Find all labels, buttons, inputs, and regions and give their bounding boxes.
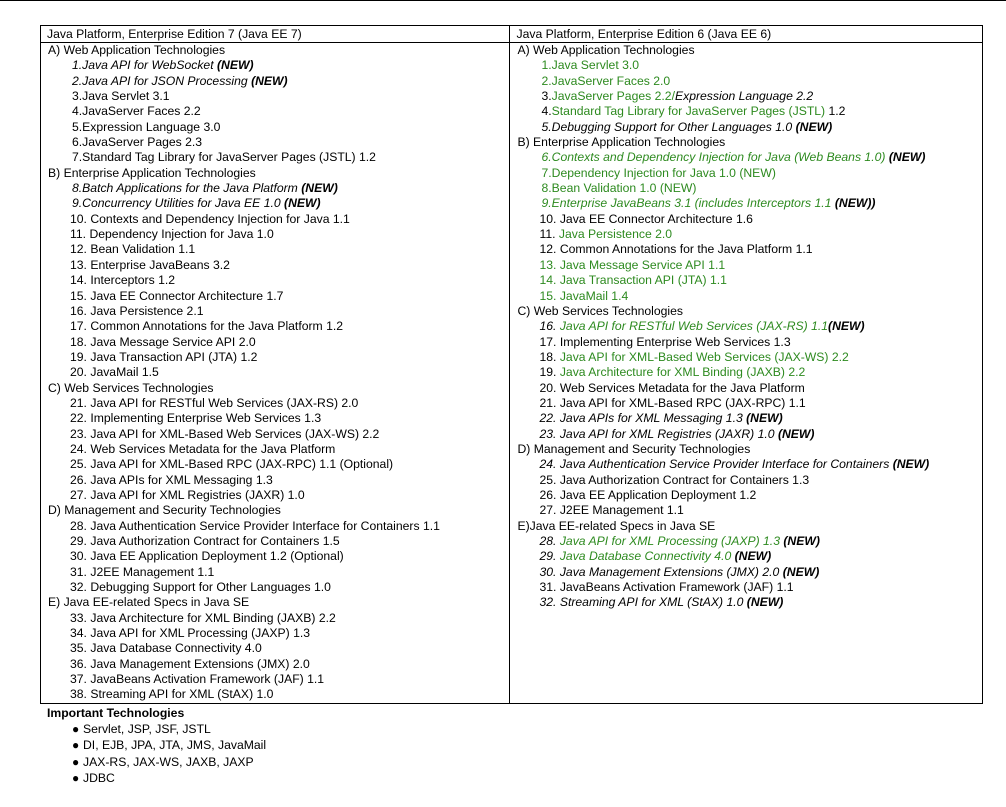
ee7-section-e: E) Java EE-related Specs in Java SE (48, 595, 250, 610)
ee6-item-2: 2.JavaServer Faces 2.0 (541, 73, 671, 88)
ee6-item-15: 15. JavaMail 1.4 (539, 288, 629, 303)
ee7-item-29: 29. Java Authorization Contract for Containers 1.5 (70, 534, 340, 548)
list-item: ● JAX-RS, JAX-WS, JAXB, JAXP (72, 754, 254, 769)
ee6-item-25: 25. Java Authorization Contract for Containers 1.3 (539, 472, 810, 487)
ee7-item-8: 8.Batch Applications for the Java Platform (NEW) (72, 181, 338, 196)
ee7-item-3: 3.Java Servlet 3.1 (72, 89, 170, 104)
new-badge: (NEW) (795, 119, 833, 134)
ee6-item-30: 30. Java Management Extensions (JMX) 2.0 (NEW) (539, 564, 820, 579)
bullet-icon: ● (72, 754, 80, 769)
ee7-item-38: 38. Streaming API for XML (StAX) 1.0 (70, 687, 274, 702)
ee7-item-14: 14. Interceptors 1.2 (70, 273, 176, 288)
ee7-item-12: 12. Bean Validation 1.1 (70, 242, 196, 257)
ee6-item-24: 24. Java Authentication Service Provider Interface for Containers (NEW) (539, 457, 930, 472)
new-badge: (NEW) (828, 319, 865, 334)
important-technologies-list (47, 721, 447, 787)
ee6-section-b: B) Enterprise Application Technologies (517, 135, 726, 150)
ee6-item-27: 27. J2EE Management 1.1 (539, 503, 684, 518)
new-badge: (NEW) (301, 181, 338, 196)
ee7-item-23: 23. Java API for XML-Based Web Services (JAX-WS) 2.2 (70, 426, 380, 441)
new-badge: (NEW) (892, 457, 930, 472)
new-badge: (NEW) (284, 196, 321, 211)
ee7-item-36: 36. Java Management Extensions (JMX) 2.0 (70, 656, 310, 671)
ee6-item-16: 16. Java API for RESTful Web Services (JAX-RS) 1.1(NEW) (539, 319, 865, 334)
ee6-section-e: E)Java EE-related Specs in Java SE (517, 518, 716, 533)
ee7-header: Java Platform, Enterprise Edition 7 (Java EE 7) (41, 26, 510, 43)
ee6-column (510, 43, 983, 704)
ee7-item-19: 19. Java Transaction API (JTA) 1.2 (70, 349, 258, 364)
ee7-section-c: C) Web Services Technologies (48, 380, 214, 395)
ee7-item-20: 20. JavaMail 1.5 (70, 365, 159, 380)
ee7-item-16: 16. Java Persistence 2.1 (70, 303, 204, 318)
ee6-item-4: 4.Standard Tag Library for JavaServer Pages (JSTL) 1.2 (541, 104, 846, 119)
ee6-item-6: 6.Contexts and Dependency Injection for Java (Web Beans 1.0) (NEW) (541, 150, 926, 165)
new-badge: (NEW) (888, 150, 926, 165)
ee7-item-4: 4.JavaServer Faces 2.2 (72, 104, 201, 119)
ee7-section-a: A) Web Application Technologies (48, 43, 226, 57)
important-technologies-title: Important Technologies (47, 706, 185, 720)
ee7-section-d: D) Management and Security Technologies (48, 503, 281, 518)
ee7-item-18: 18. Java Message Service API 2.0 (70, 334, 256, 349)
ee6-item-8: 8.Bean Validation 1.0 (NEW) (541, 181, 697, 196)
ee7-item-37: 37. JavaBeans Activation Framework (JAF) 1.1 (70, 672, 325, 687)
ee7-item-28: 28. Java Authentication Service Provider Interface for Containers 1.1 (70, 518, 440, 533)
new-badge: (NEW) (746, 411, 783, 426)
ee7-item-6: 6.JavaServer Pages 2.3 (72, 135, 203, 150)
ee6-item-21: 21. Java API for XML-Based RPC (JAX-RPC) 1.1 (539, 395, 806, 410)
ee6-item-17: 17. Implementing Enterprise Web Services 1.3 (539, 334, 791, 349)
ee7-item-24: 24. Web Services Metadata for the Java Platform (70, 441, 336, 456)
ee7-item-35: 35. Java Database Connectivity 4.0 (70, 641, 262, 656)
ee6-item-10: 10. Java EE Connector Architecture 1.6 (539, 211, 753, 226)
ee6-item-20: 20. Web Services Metadata for the Java Platform (539, 380, 805, 395)
ee7-item-25: 25. Java API for XML-Based RPC (JAX-RPC) 1.1 (Optional) (70, 457, 394, 472)
ee7-item-9: 9.Concurrency Utilities for Java EE 1.0 (NEW) (72, 196, 321, 211)
ee7-section-b: B) Enterprise Application Technologies (48, 165, 256, 180)
new-badge: (NEW) (251, 73, 288, 88)
ee6-section-a: A) Web Application Technologies (517, 43, 695, 57)
important-technologies (47, 705, 447, 787)
ee6-section-d: D) Management and Security Technologies (517, 441, 751, 456)
ee6-item-19: 19. Java Architecture for XML Binding (JAXB) 2.2 (539, 365, 806, 380)
ee6-item-13: 13. Java Message Service API 1.1 (539, 257, 726, 272)
ee7-item-11: 11. Dependency Injection for Java 1.0 (70, 227, 274, 242)
ee7-column (41, 43, 510, 704)
ee7-item-34: 34. Java API for XML Processing (JAXP) 1.3 (70, 626, 311, 641)
ee7-item-22: 22. Implementing Enterprise Web Services 1.3 (70, 411, 322, 426)
ee7-item-10: 10. Contexts and Dependency Injection for Java 1.1 (70, 211, 350, 226)
ee6-item-29: 29. Java Database Connectivity 4.0 (NEW) (539, 549, 772, 564)
ee6-item-11: 11. Java Persistence 2.0 (539, 227, 673, 242)
ee7-item-1: 1.Java API for WebSocket (NEW) (72, 58, 254, 73)
new-badge: (NEW) (782, 564, 820, 579)
comparison-table (40, 25, 983, 704)
ee6-item-7: 7.Dependency Injection for Java 1.0 (NEW) (541, 165, 776, 180)
bullet-icon: ● (72, 771, 80, 786)
ee7-item-33: 33. Java Architecture for XML Binding (JAXB) 2.2 (70, 610, 336, 625)
new-badge: (NEW) (777, 426, 815, 441)
ee6-item-32: 32. Streaming API for XML (StAX) 1.0 (NEW) (539, 595, 784, 610)
list-item: ● DI, EJB, JPA, JTA, JMS, JavaMail (72, 738, 267, 753)
ee7-item-17: 17. Common Annotations for the Java Platform 1.2 (70, 319, 344, 334)
ee6-item-18: 18. Java API for XML-Based Web Services (JAX-WS) 2.2 (539, 349, 849, 364)
ee7-item-21: 21. Java API for RESTful Web Services (JAX-RS) 2.0 (70, 395, 359, 410)
ee7-item-27: 27. Java API for XML Registries (JAXR) 1.0 (70, 487, 305, 502)
top-rule (0, 0, 1006, 1)
ee6-item-28: 28. Java API for XML Processing (JAXP) 1.3 (NEW) (539, 534, 820, 548)
bullet-icon: ● (72, 722, 80, 736)
list-item: ● Servlet, JSP, JSF, JSTL (72, 722, 211, 736)
new-badge: (NEW) (783, 534, 820, 548)
ee7-item-15: 15. Java EE Connector Architecture 1.7 (70, 288, 284, 303)
new-badge: (NEW) (746, 595, 784, 610)
bullet-icon: ● (72, 738, 80, 753)
ee7-item-2: 2.Java API for JSON Processing (NEW) (72, 73, 288, 88)
ee7-item-13: 13. Enterprise JavaBeans 3.2 (70, 257, 230, 272)
ee7-item-32: 32. Debugging Support for Other Languages 1.0 (70, 580, 331, 595)
new-badge: (NEW) (216, 58, 254, 73)
list-item: ● JDBC (72, 771, 115, 786)
ee6-item-14: 14. Java Transaction API (JTA) 1.1 (539, 273, 727, 288)
new-badge: (NEW)) (834, 196, 876, 211)
ee7-item-5: 5.Expression Language 3.0 (72, 119, 221, 134)
ee6-item-22: 22. Java APIs for XML Messaging 1.3 (NEW) (539, 411, 783, 426)
ee6-item-31: 31. JavaBeans Activation Framework (JAF) 1.1 (539, 580, 794, 595)
ee6-item-9: 9.Enterprise JavaBeans 3.1 (includes Interceptors 1.1 (NEW)) (541, 196, 876, 211)
ee7-item-30: 30. Java EE Application Deployment 1.2 (Optional) (70, 549, 344, 564)
ee6-item-1: 1.Java Servlet 3.0 (541, 58, 640, 73)
new-badge: (NEW) (734, 549, 772, 564)
ee6-section-c: C) Web Services Technologies (517, 303, 683, 318)
ee6-item-23: 23. Java API for XML Registries (JAXR) 1.0 (NEW) (539, 426, 815, 441)
ee6-item-12: 12. Common Annotations for the Java Platform 1.1 (539, 242, 813, 257)
ee7-item-26: 26. Java APIs for XML Messaging 1.3 (70, 472, 273, 487)
ee7-item-7: 7.Standard Tag Library for JavaServer Pages (JSTL) 1.2 (72, 150, 376, 165)
ee6-item-5: 5.Debugging Support for Other Languages 1.0 (NEW) (541, 119, 833, 134)
ee6-item-26: 26. Java EE Application Deployment 1.2 (539, 487, 757, 502)
ee6-header: Java Platform, Enterprise Edition 6 (Java EE 6) (510, 26, 983, 43)
ee7-item-31: 31. J2EE Management 1.1 (70, 564, 215, 579)
ee6-item-3: 3.JavaServer Pages 2.2/Expression Language 2.2 (541, 89, 814, 104)
